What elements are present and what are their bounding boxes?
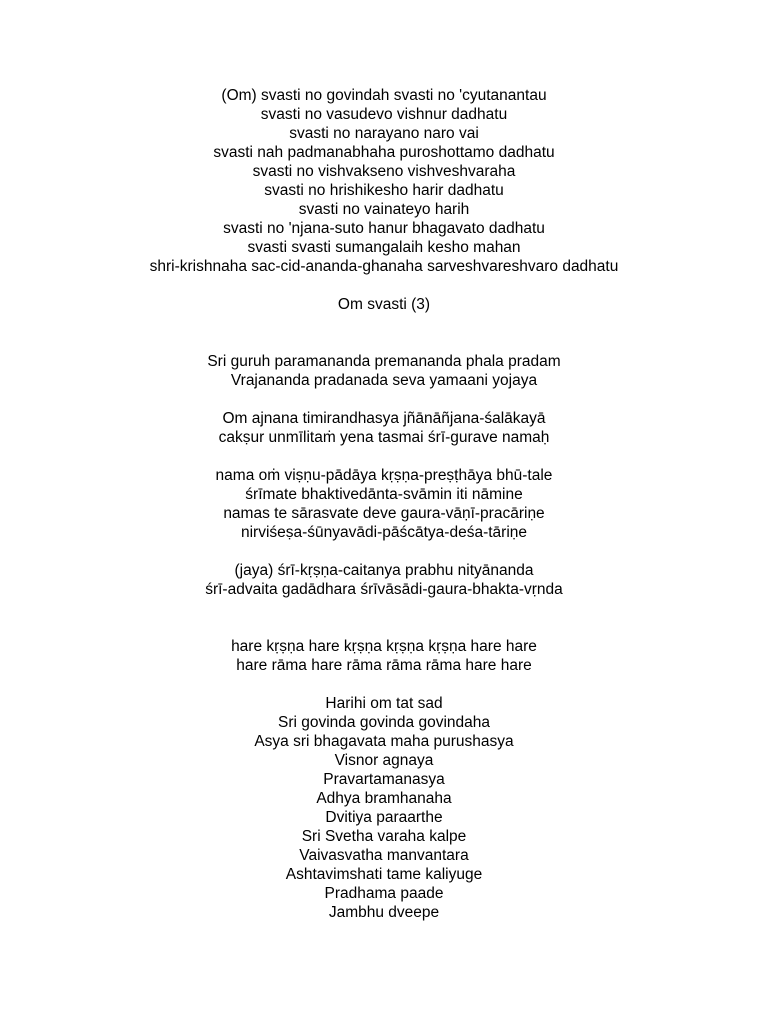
text-line: svasti svasti sumangalaih kesho mahan bbox=[247, 239, 521, 256]
stanza-spacer bbox=[0, 599, 768, 637]
text-line: śrī-advaita gadādhara śrīvāsādi-gaura-bhakta-vṛnda bbox=[205, 581, 563, 598]
text-line: svasti no hrishikesho harir dadhatu bbox=[264, 182, 504, 199]
document-page bbox=[0, 86, 768, 922]
text-line: Om svasti (3) bbox=[337, 296, 431, 313]
text-line: Visnor agnaya bbox=[334, 752, 434, 769]
text-line: hare rāma hare rāma rāma rāma hare hare bbox=[236, 657, 532, 674]
stanza-spacer bbox=[0, 276, 768, 295]
text-line: svasti no vishvakseno vishveshvaraha bbox=[252, 163, 516, 180]
stanza-om-ajnana bbox=[0, 409, 768, 447]
stanza-spacer bbox=[0, 447, 768, 466]
text-line: śrīmate bhaktivedānta-svāmin iti nāmine bbox=[245, 486, 523, 503]
stanza-nama-om bbox=[0, 466, 768, 542]
text-line: svasti nah padmanabhaha puroshottamo dadhatu bbox=[213, 144, 555, 161]
text-line: svasti no vasudevo vishnur dadhatu bbox=[260, 106, 508, 123]
stanza-svasti-prayer bbox=[0, 86, 768, 276]
text-line: Pravartamanasya bbox=[323, 771, 445, 788]
text-line: Sri govinda govinda govindaha bbox=[278, 714, 490, 731]
text-line: (jaya) śrī-kṛṣṇa-caitanya prabhu nityānanda bbox=[234, 562, 534, 579]
text-line: Pradhama paade bbox=[324, 885, 444, 902]
text-line: nirviśeṣa-śūnyavādi-pāścātya-deśa-tāriṇe bbox=[240, 524, 528, 541]
text-line: Adhya bramhanaha bbox=[316, 790, 452, 807]
text-line: Om ajnana timirandhasya jñānāñjana-śalākayā bbox=[222, 410, 546, 427]
text-line: Harihi om tat sad bbox=[325, 695, 443, 712]
text-line: Sri guruh paramananda premananda phala pradam bbox=[207, 353, 561, 370]
text-line: svasti no vainateyo harih bbox=[298, 201, 470, 218]
stanza-spacer bbox=[0, 390, 768, 409]
stanza-sankalpa bbox=[0, 694, 768, 922]
stanza-jaya bbox=[0, 561, 768, 599]
stanza-maha-mantra bbox=[0, 637, 768, 675]
text-line: namas te sārasvate deve gaura-vāṇī-pracāriṇe bbox=[223, 505, 545, 522]
text-line: cakṣur unmīlitaṁ yena tasmai śrī-gurave namaḥ bbox=[218, 429, 550, 446]
stanza-sri-guruh bbox=[0, 352, 768, 390]
text-line: hare kṛṣṇa hare kṛṣṇa kṛṣṇa kṛṣṇa hare hare bbox=[231, 638, 537, 655]
stanza-spacer bbox=[0, 675, 768, 694]
text-line: Vrajananda pradanada seva yamaani yojaya bbox=[230, 372, 538, 389]
text-line: svasti no narayano naro vai bbox=[289, 125, 479, 142]
text-line: Dvitiya paraarthe bbox=[325, 809, 443, 826]
text-line: (Om) svasti no govindah svasti no 'cyutanantau bbox=[221, 87, 547, 104]
stanza-spacer bbox=[0, 542, 768, 561]
text-line: nama oṁ viṣṇu-pādāya kṛṣṇa-preṣṭhāya bhū-tale bbox=[215, 467, 553, 484]
text-line: Jambhu dveepe bbox=[328, 904, 440, 921]
text-line: svasti no 'njana-suto hanur bhagavato dadhatu bbox=[223, 220, 545, 237]
text-line: Ashtavimshati tame kaliyuge bbox=[285, 866, 483, 883]
text-line: Sri Svetha varaha kalpe bbox=[301, 828, 467, 845]
text-line: Vaivasvatha manvantara bbox=[299, 847, 469, 864]
stanza-om-svasti bbox=[0, 295, 768, 314]
stanza-spacer bbox=[0, 314, 768, 352]
text-line: shri-krishnaha sac-cid-ananda-ghanaha sarveshvareshvaro dadhatu bbox=[149, 258, 619, 275]
text-line: Asya sri bhagavata maha purushasya bbox=[254, 733, 514, 750]
